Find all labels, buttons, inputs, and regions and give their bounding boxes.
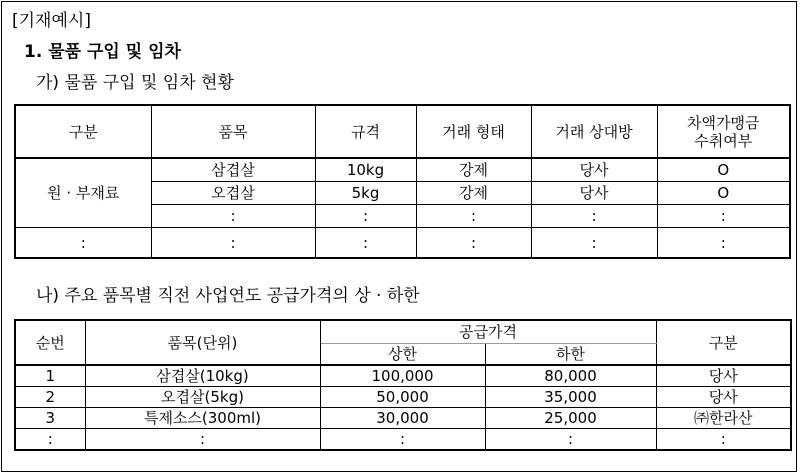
cell: 특제소스(300ml) xyxy=(85,408,320,429)
header-cell: 구분 xyxy=(656,320,791,365)
table-row xyxy=(15,365,791,387)
header-cell: 규격 xyxy=(315,105,416,158)
heading: [기재예시] xyxy=(12,11,91,31)
cell: 당사 xyxy=(656,365,791,387)
cell: : xyxy=(531,228,657,259)
cell: 오겹살(5kg) xyxy=(85,387,320,408)
table-header-row xyxy=(15,105,790,158)
cell: 30,000 xyxy=(320,408,485,429)
header-cell: 거래 상대방 xyxy=(531,105,657,158)
table-row xyxy=(15,429,791,451)
cell: 삼겹살 xyxy=(151,158,315,182)
cell: 10kg xyxy=(315,158,416,182)
cell: : xyxy=(151,205,315,228)
header-cell xyxy=(657,105,790,158)
subsection-a-title: 가) 물품 구입 및 임차 현황 xyxy=(36,73,234,93)
table-row xyxy=(15,158,790,182)
cell: 50,000 xyxy=(320,387,485,408)
header-line: 차액가맹금 xyxy=(687,113,760,132)
table-row xyxy=(15,387,791,408)
cell: : xyxy=(416,205,531,228)
cell: : xyxy=(657,205,790,228)
header-cell: 품목 xyxy=(151,105,315,158)
cell: : xyxy=(320,429,485,451)
cell: 강제 xyxy=(416,158,531,182)
cell: 삼겹살(10kg) xyxy=(85,365,320,387)
cell: 1 xyxy=(15,365,85,387)
cell: : xyxy=(657,228,790,259)
section-title: 1. 물품 구입 및 임차 xyxy=(24,42,181,62)
purchase-table xyxy=(14,104,791,259)
cell: : xyxy=(15,228,151,259)
cell: O xyxy=(657,182,790,205)
table-row xyxy=(15,408,791,429)
cell: : xyxy=(416,228,531,259)
cell: 25,000 xyxy=(485,408,656,429)
cell: 오겹살 xyxy=(151,182,315,205)
cell: 강제 xyxy=(416,182,531,205)
cell: : xyxy=(85,429,320,451)
price-range-table xyxy=(14,319,792,451)
cell: 5kg xyxy=(315,182,416,205)
cell: : xyxy=(151,228,315,259)
header-cell: 공급가격 xyxy=(320,320,656,344)
header-cell: 순번 xyxy=(15,320,85,365)
cell: O xyxy=(657,158,790,182)
cell: 2 xyxy=(15,387,85,408)
header-cell: 구분 xyxy=(15,105,151,158)
header-cell: 거래 형태 xyxy=(416,105,531,158)
cell: 당사 xyxy=(531,182,657,205)
cell: ㈜한라산 xyxy=(656,408,791,429)
cell: 당사 xyxy=(656,387,791,408)
cell: : xyxy=(656,429,791,451)
cell: 3 xyxy=(15,408,85,429)
cell: : xyxy=(485,429,656,451)
cell: : xyxy=(315,228,416,259)
cell: : xyxy=(15,429,85,451)
cell: 당사 xyxy=(531,158,657,182)
subsection-b-title: 나) 주요 품목별 직전 사업연도 공급가격의 상 · 하한 xyxy=(36,286,420,306)
group-cell: 원 · 부재료 xyxy=(15,158,151,228)
cell: : xyxy=(315,205,416,228)
table-row xyxy=(15,228,790,259)
cell: 100,000 xyxy=(320,365,485,387)
cell: : xyxy=(531,205,657,228)
header-line: 수취여부 xyxy=(694,131,753,150)
header-cell: 상한 xyxy=(320,344,485,366)
cell: 35,000 xyxy=(485,387,656,408)
table-header-row xyxy=(15,320,791,344)
cell: 80,000 xyxy=(485,365,656,387)
header-cell: 하한 xyxy=(485,344,656,366)
header-cell: 품목(단위) xyxy=(85,320,320,365)
